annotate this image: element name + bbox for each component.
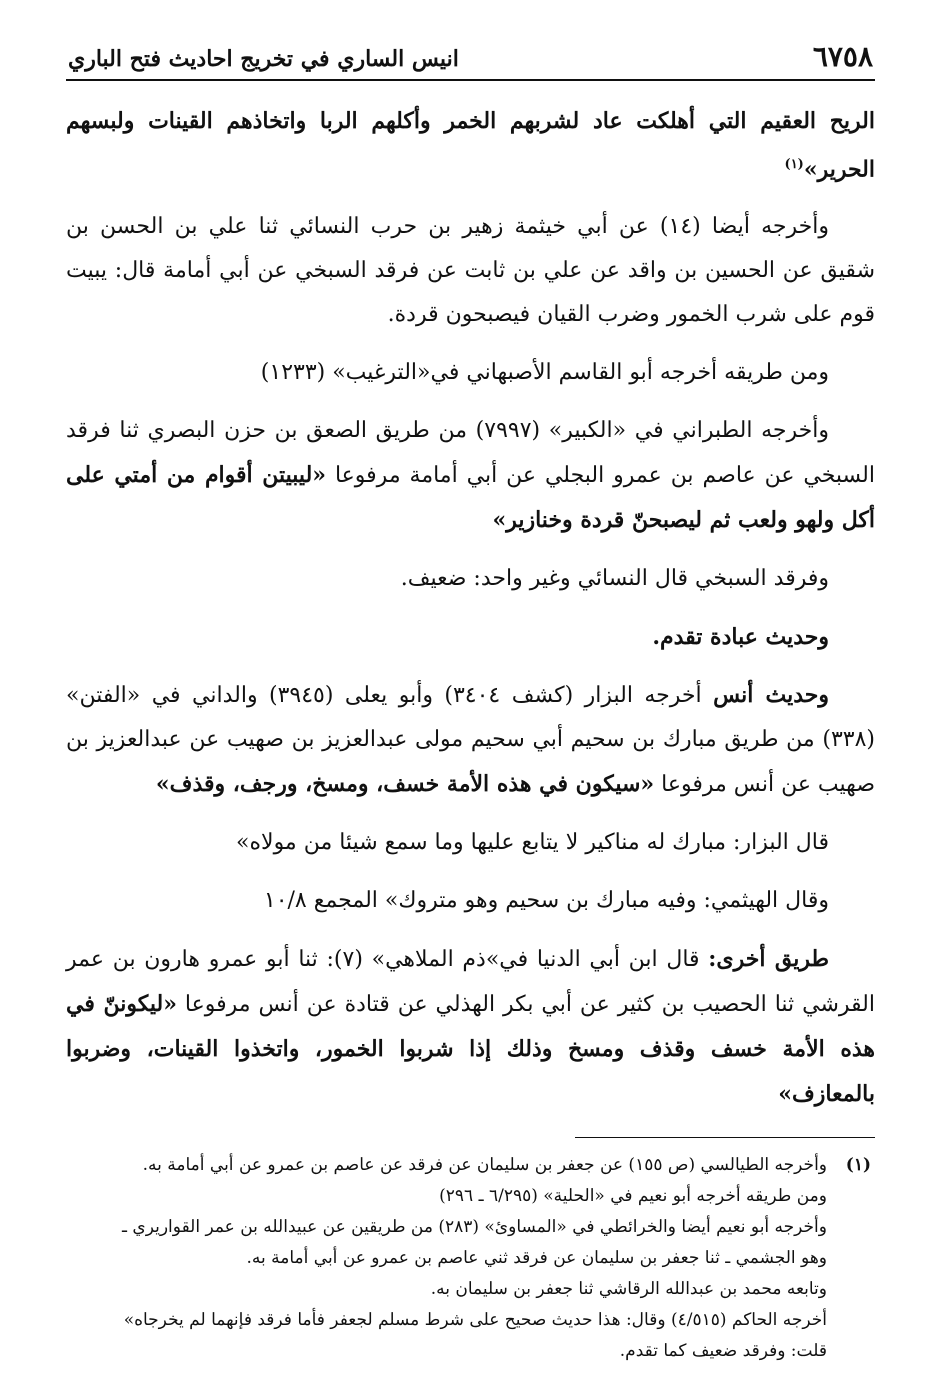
footnote-line: وهو الجشمي ـ ثنا جعفر بن سليمان عن فرقد ثني عاصم بن عمرو عن أبي أمامة به.	[246, 1248, 827, 1269]
footnote-1	[66, 1150, 871, 1367]
footnote-ref: (١)	[784, 157, 804, 172]
footnote-line: وتابعه محمد بن عبدالله الرقاشي ثنا جعفر بن سليمان به.	[430, 1279, 827, 1300]
paragraph-text: وأخرجه الطبراني في «الكبير» (٧٩٩٧) من طريق الصعق بن حزن البصري ثنا فرقد السبخي عن عاصم بن عمرو البجلي عن أبي أمامة مرفوعا	[66, 418, 875, 489]
paragraph-text: وقال الهيثمي: وفيه مبارك بن سحيم وهو متروك» المجمع ١٠/٨	[263, 888, 829, 914]
main-text	[66, 99, 875, 1117]
paragraph-farqad	[66, 557, 875, 601]
paragraph-hadith-end	[66, 99, 875, 191]
footnotes	[66, 1150, 875, 1367]
footnote-line: ومن طريقه أخرجه أبو نعيم في «الحلية» (٦/٢٩٥ ـ ٢٩٦)	[439, 1186, 827, 1207]
footnote-separator	[575, 1137, 875, 1138]
section-lead: طريق أخرى:	[708, 946, 829, 973]
paragraph-abu-khaythama	[66, 205, 875, 337]
paragraph-bazzar	[66, 821, 875, 865]
footnote-line: أخرجه الحاكم (٤/٥١٥) وقال: هذا حديث صحيح على شرط مسلم لجعفر فأما فرقد فإنهما لم يخرجاه»	[123, 1310, 827, 1331]
footnote-lines	[66, 1150, 827, 1367]
hadith-quote: «ليكوننّ في هذه الأمة خسف وقذف ومسخ وذلك إذا شربوا الخمور، واتخذوا القينات، وضربوا بالمعازف»	[66, 991, 875, 1108]
paragraph-text: قال البزار: مبارك له مناكير لا يتابع عليها وما سمع شيئا من مولاه»	[236, 830, 829, 856]
section-lead: وحديث أنس	[713, 682, 829, 709]
running-title: انيس الساري في تخريج احاديث فتح الباري	[68, 46, 459, 72]
hadith-quote: «سيكون في هذه الأمة خسف، ومسخ، ورجف، وقذف»	[155, 771, 655, 798]
footnote-number: (١)	[845, 1155, 871, 1176]
paragraph-tabarani	[66, 409, 875, 543]
paragraph-text: وفرقد السبخي قال النسائي وغير واحد: ضعيف.	[400, 566, 829, 592]
paragraph-anas	[66, 673, 875, 807]
page-number: ٦٧٥٨	[812, 40, 873, 73]
footnote-line: وأخرجه الطيالسي (ص ١٥٥) عن جعفر بن سليمان عن فرقد عن عاصم بن عمرو عن أبي أمامة به.	[142, 1155, 827, 1176]
page-header	[66, 40, 875, 81]
paragraph-asbahani	[66, 351, 875, 395]
paragraph-ubada	[66, 615, 875, 659]
paragraph-text: ومن طريقه أخرجه أبو القاسم الأصبهاني في«الترغيب» (١٢٣٣)	[260, 360, 829, 386]
hadith-quote: «ليبيتن أقوام من أمتي على أكل ولهو ولعب ثم ليصبحنّ قردة وخنازير»	[66, 462, 875, 534]
paragraph-text: وحديث عبادة تقدم.	[652, 624, 829, 651]
paragraph-text: الريح العقيم التي أهلكت عاد لشربهم الخمر وأكلهم الربا واتخاذهم القينات ولبسهم الحرير»	[66, 108, 875, 183]
paragraph-other-route	[66, 937, 875, 1117]
footnote-line: وأخرجه أبو نعيم أيضا والخرائطي في «المساوئ» (٢٨٣) من طريقين عن عبيدالله بن عمر القواريري ـ	[122, 1217, 827, 1238]
paragraph-haythami	[66, 879, 875, 923]
paragraph-text: قال ابن أبي الدنيا في»ذم الملاهي» (٧): ثنا أبو عمرو هارون بن عمر القرشي ثنا الحصيب بن كثير عن أبي بكر الهذلي عن قتادة عن أنس مرفوعا	[66, 947, 875, 1018]
paragraph-text: أخرجه البزار (كشف ٣٤٠٤) وأبو يعلى (٣٩٤٥) والداني في «الفتن» (٣٣٨) من طريق مبارك بن سحيم أبي سحيم مولى عبدالعزيز بن صهيب عن عبدالعزيز بن صهيب عن أنس مرفوعا	[66, 683, 875, 798]
paragraph-text: وأخرجه أيضا (١٤) عن أبي خيثمة زهير بن حرب النسائي ثنا علي بن الحسن بن شقيق عن الحسين بن واقد عن علي بن ثابت عن فرقد السبخي عن أبي أمامة قال: يبيت قوم على شرب الخمور وضرب القيان فيصبحون قردة.	[66, 214, 875, 328]
footnote-line: قلت: وفرقد ضعيف كما تقدم.	[619, 1341, 827, 1362]
